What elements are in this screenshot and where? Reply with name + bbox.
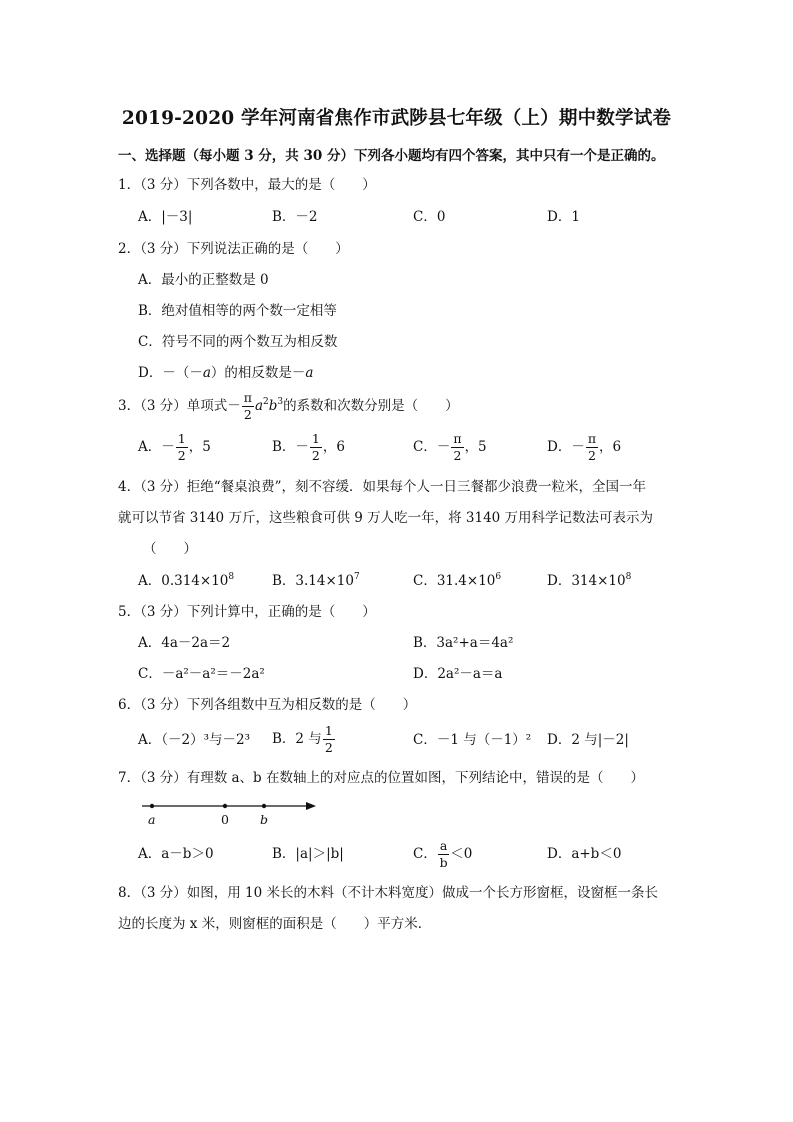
q6-option-b: B．2 与 $\frac{1}{2}$ xyxy=(272,723,333,755)
q5-option-d: D．2a²－a＝a xyxy=(413,666,503,682)
q1-option-b: B．－2 xyxy=(272,209,318,225)
number-line xyxy=(138,796,318,810)
q7-option-b: B．|a|＞|b| xyxy=(272,846,344,862)
axis-label-0: 0 xyxy=(221,812,229,827)
q7-option-a: A．a－b＞0 xyxy=(138,846,214,862)
question-2-stem: 2．（3 分）下列说法正确的是（ ） xyxy=(118,241,349,257)
q4-option-d: D．$314\times 10^8$ xyxy=(547,572,632,589)
q2-option-d: D．－（－a）的相反数是－a xyxy=(138,365,314,381)
page-title: 2019-2020 学年河南省焦作市武陟县七年级（上）期中数学试卷 xyxy=(121,108,672,129)
q7-option-c: C． $\frac{a}{b}$ ＜0 xyxy=(413,838,473,870)
q6-option-d: D．2 与|－2| xyxy=(547,732,629,748)
question-5-stem: 5．（3 分）下列计算中，正确的是（ ） xyxy=(118,604,376,620)
q5-option-c: C．－a²－a²＝－2a² xyxy=(138,666,265,682)
q5-option-a: A．4a－2a＝2 xyxy=(138,635,231,651)
question-7-stem: 7．（3 分）有理数 a、b 在数轴上的对应点的位置如图，下列结论中，错误的是（ ） xyxy=(118,770,644,786)
q4-option-c: C．$31.4\times 10^6$ xyxy=(413,572,502,589)
question-8-line-1: 8．（3 分）如图，用 10 米长的木料（不计木料宽度）做成一个长方形窗框，设窗框一条长 xyxy=(118,885,658,901)
q2-option-b: B．绝对值相等的两个数一定相等 xyxy=(138,303,337,319)
q5-option-b: B．3a²+a＝4a² xyxy=(413,635,514,651)
question-8-line-2: 边的长度为 x 米，则窗框的面积是（ ）平方米． xyxy=(118,916,432,932)
q4-option-a: A．$0.314\times 10^8$ xyxy=(138,572,235,589)
point-b xyxy=(262,804,266,808)
number-line-arrow xyxy=(306,802,316,810)
question-4-line-3: （ ） xyxy=(143,541,197,557)
question-4-line-1: 4．（3 分）拒绝“餐桌浪费”，刻不容缓．如果每个人一日三餐都少浪费一粒米，全国一年 xyxy=(118,479,647,495)
q6-option-a: A．（－2）³与－2³ xyxy=(138,732,251,748)
section-heading: 一、选择题（每小题 3 分，共 30 分）下列各小题均有四个答案，其中只有一个是正确的。 xyxy=(118,148,665,164)
axis-label-a: a xyxy=(148,812,156,827)
q3-fraction: $\frac{\pi}{2}$ xyxy=(243,390,252,422)
q3-option-c: C．－ $\frac{\pi}{2}$ ，5 xyxy=(413,431,487,463)
q1-option-d: D．1 xyxy=(547,209,580,225)
q4-option-b: B．$3.14\times 10^7$ xyxy=(272,572,360,589)
q2-option-c: C．符号不同的两个数互为相反数 xyxy=(138,334,338,350)
question-4-line-2: 就可以节省 3140 万斤，这些粮食可供 9 万人吃一年，将 3140 万用科学记数法可表示为 xyxy=(118,510,654,526)
q3-option-b: B．－ $\frac{1}{2}$ ，6 xyxy=(272,431,345,463)
q7-option-d: D．a+b＜0 xyxy=(547,846,622,862)
point-0 xyxy=(223,804,227,808)
q6-option-c: C．－1 与（－1）² xyxy=(413,732,532,748)
q3-option-a: A．－ $\frac{1}{2}$ ，5 xyxy=(138,431,211,463)
question-1-stem: 1．（3 分）下列各数中，最大的是（ ） xyxy=(118,177,376,193)
q1-option-a: A．|－3| xyxy=(138,209,193,225)
q1-option-c: C．0 xyxy=(413,209,446,225)
axis-label-b: b xyxy=(260,812,269,827)
question-3-stem: 3．（3 分）单项式－ $\frac{\pi}{2}$ $a^2b^3$的系数和次数分别是（ ） xyxy=(118,390,459,422)
q3-option-d: D．－ $\frac{\pi}{2}$ ，6 xyxy=(547,431,622,463)
point-a xyxy=(150,804,154,808)
question-6-stem: 6．（3 分）下列各组数中互为相反数的是（ ） xyxy=(118,697,417,713)
q2-option-a: A．最小的正整数是 0 xyxy=(138,272,269,288)
